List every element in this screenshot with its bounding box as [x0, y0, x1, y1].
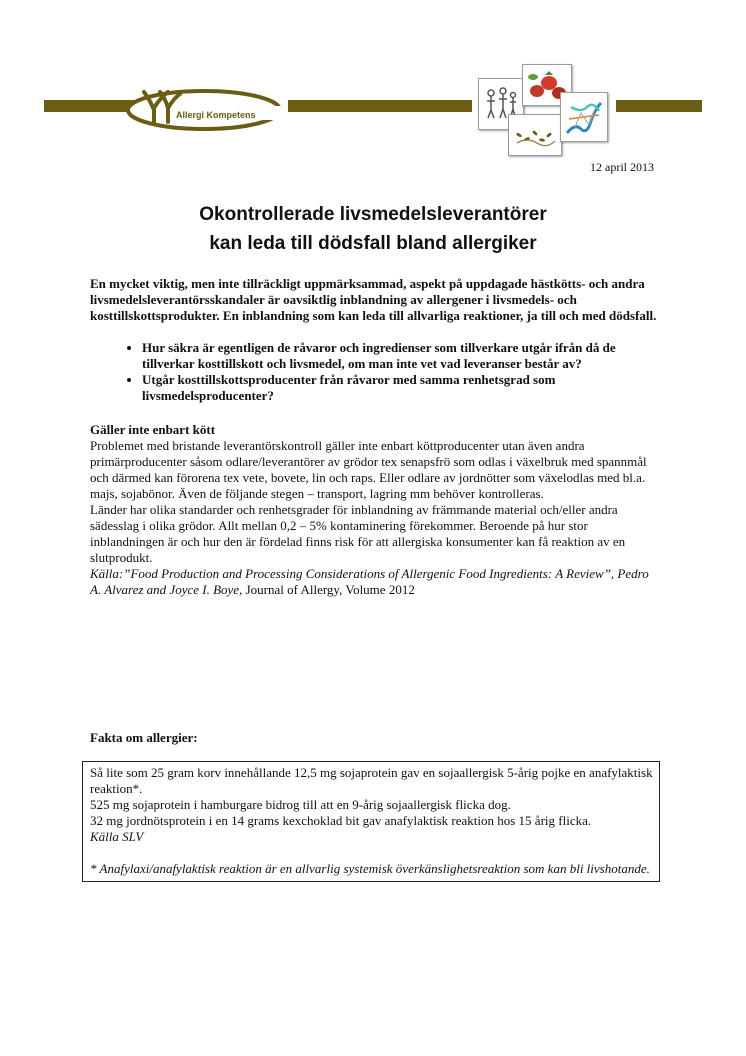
title-line-2: kan leda till dödsfall bland allergiker [209, 233, 537, 254]
source-journal: Journal of Allergy, Volume 2012 [242, 582, 415, 597]
facts-spacer [90, 845, 659, 861]
question-item: • Utgår kosttillskottsproducenter från råvaror med samma renhetsgrad som livsmedelsproducenter? [142, 372, 662, 404]
header-bar-middle [288, 100, 472, 112]
section-body [90, 438, 662, 598]
facts-footnote: * Anafylaxi/anafylaktisk reaktion är en allvarlig systemisk överkänslighetsreaktion som kan bli livshotande. [90, 861, 650, 876]
molecule-photo [560, 92, 608, 142]
logo-emblem-icon [124, 78, 294, 134]
section-paragraph-1: Problemet med bristande leverantörskontroll gäller inte enbart köttproducenter utan även andra primärproducenter såsom odlare/leverantörer av grödor tex senapsfrö som odlas i växelbruk med spannmål och därmed kan förorena tex vete, bovete, lin och raps. Eller odlare av jordnötter som växelodlas med bl.a. majs, sojabönor. Även de följande stegen – transport, lagring mm behöver kontrolleras. [90, 438, 647, 501]
protein-structure-icon [561, 93, 607, 141]
grain-photo [508, 114, 562, 156]
facts-box [82, 761, 660, 882]
section-paragraph-2: Länder har olika standarder och renhetsgrader för inblandning av främmande material och/eller andra sädesslag i olika grödor. Allt mellan 0,2 – 5% kontaminering förekommer. Beroende på hur stor inblandningen är och hur den är fördelad finns risk för att allergiska konsumenter kan få reaktion av en slutprodukt. [90, 502, 626, 565]
allergi-kompetens-logo [124, 78, 294, 134]
article-body [90, 276, 662, 598]
logo-text: Allergi Kompetens [176, 110, 256, 120]
facts-source: Källa SLV [90, 829, 144, 844]
title-line-1: Okontrollerade livsmedelsleverantörer [199, 204, 547, 225]
section-heading: Gäller inte enbart kött [90, 422, 216, 437]
header-bar-left [44, 100, 134, 112]
fact-1: Så lite som 25 gram korv innehållande 12,5 mg sojaprotein gav en sojaallergisk 5-årig pojke en anafylaktisk reaktion*. [90, 765, 653, 796]
fact-3: 32 mg jordnötsprotein i en 14 grams kexchoklad bit gav anafylaktisk reaktion hos 15 årig flicka. [90, 813, 592, 828]
section-source [90, 566, 662, 598]
source-citation: Källa:”Food Production and Processing Considerations of Allergenic Food Ingredients: A Review”, Pedro A. Alvarez and Joyce I. Boye, [90, 566, 649, 597]
question-list [90, 340, 662, 404]
fact-2: 525 mg sojaprotein i hamburgare bidrog till att en 9-årig sojaallergisk flicka dog. [90, 797, 511, 812]
facts-heading: Fakta om allergier: [90, 730, 198, 745]
grain-icon [509, 115, 561, 155]
lead-paragraph: En mycket viktig, men inte tillräckligt uppmärksammad, aspekt på uppdagade hästkötts- och andra livsmedelsleverantörsskandaler är oavsiktlig inblandning av allergener i livsmedels- och kosttillskottsprodukter. En inblandning som kan leda till allvarliga reaktioner, ja till och med dödsfall. [90, 276, 657, 323]
page-title [0, 200, 746, 258]
document-date: 12 april 2013 [590, 160, 654, 174]
question-item: • Hur säkra är egentligen de råvaror och ingredienser som tillverkare utgår ifrån då de tillverkar kosttillskott och livsmedel, om man inte vet vad leveranser består av? [142, 340, 662, 372]
header-bar-right [616, 100, 702, 112]
